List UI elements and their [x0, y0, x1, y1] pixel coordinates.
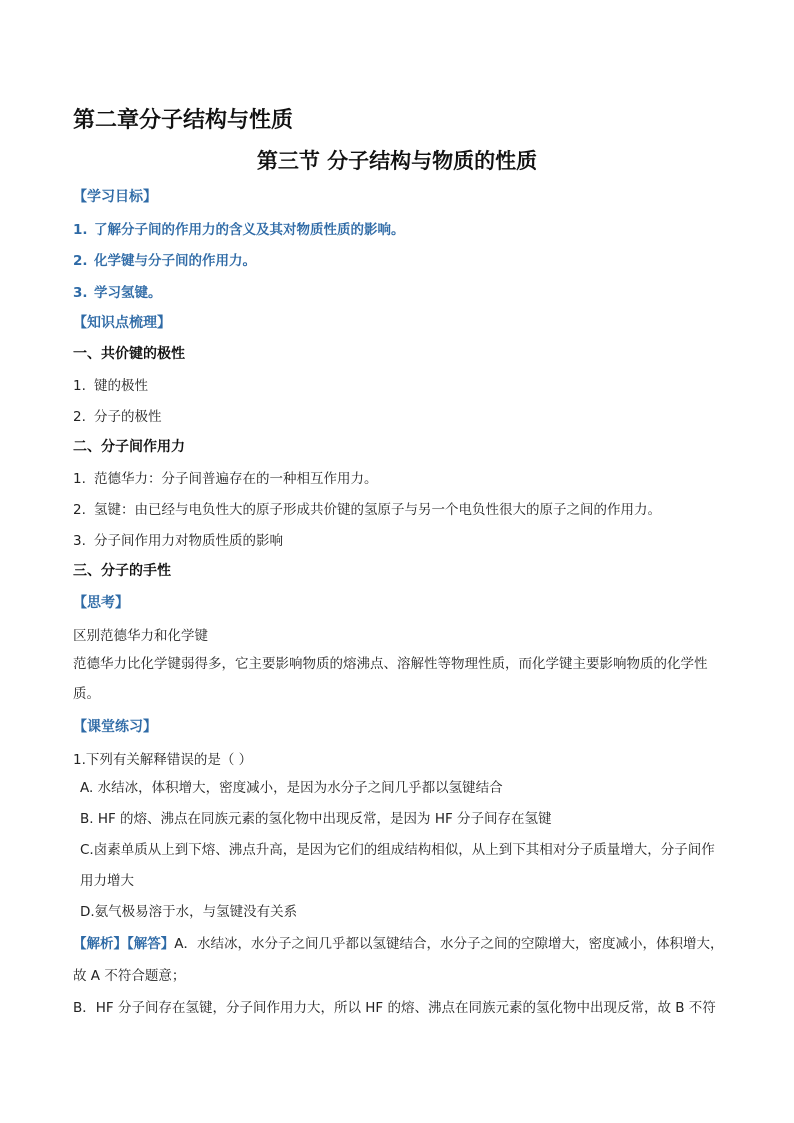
think-answer: 范德华力比化学键弱得多，它主要影响物质的熔沸点、溶解性等物理性质，而化学键主要影响物质的化学性质。	[73, 656, 708, 702]
option-c: C.卤素单质从上到下熔、沸点升高，是因为它们的组成结构相似，从上到下其相对分子质量增大，分子间作用力增大	[80, 842, 715, 889]
knowledge-label: 【知识点梳理】	[73, 315, 171, 331]
think-label: 【思考】	[73, 595, 129, 611]
goal-item	[73, 249, 256, 269]
practice-label: 【课堂练习】	[73, 719, 157, 735]
learning-goals-label: 【学习目标】	[73, 189, 157, 205]
list-item	[73, 374, 148, 394]
goal-text: 化学键与分子间的作用力。	[94, 253, 256, 269]
list-item	[73, 529, 283, 549]
item-text: 分子的极性	[94, 409, 162, 425]
list-item	[73, 405, 162, 425]
analysis-label: 【解析】【解答】	[73, 936, 175, 952]
goal-item	[73, 281, 162, 301]
item-text: 分子间作用力对物质性质的影响	[94, 533, 283, 549]
item-number: 3.	[73, 533, 86, 549]
item-number: 2.	[73, 409, 86, 425]
goal-item	[73, 218, 405, 238]
option-b: B. HF 的熔、沸点在同族元素的氢化物中出现反常，是因为 HF 分子间存在氢键	[80, 811, 552, 827]
list-item	[73, 467, 378, 487]
goal-text: 学习氢键。	[94, 285, 162, 301]
analysis-b: B．HF 分子间存在氢键，分子间作用力大，所以 HF 的熔、沸点在同族元素的氢化物中出现反常，故 B 不符	[73, 1000, 716, 1016]
section-title: 第三节 分子结构与物质的性质	[256, 148, 538, 173]
item-text: 范德华力：分子间普遍存在的一种相互作用力。	[94, 471, 378, 487]
analysis-a	[73, 928, 725, 992]
section-heading-chirality: 三、分子的手性	[73, 563, 171, 579]
option-a: A. 水结冰，体积增大，密度减小，是因为水分子之间几乎都以氢键结合	[80, 780, 503, 796]
think-question: 区别范德华力和化学键	[73, 628, 208, 644]
option-d: D.氨气极易溶于水，与氢键没有关系	[80, 904, 298, 920]
analysis-a-text: A．水结冰，水分子之间几乎都以氢键结合，水分子之间的空隙增大，密度减小，体积增大，故 A 不符合题意；	[73, 936, 724, 984]
item-text: 键的极性	[94, 378, 148, 394]
item-number: 1.	[73, 378, 86, 394]
item-number: 2.	[73, 502, 86, 518]
chapter-title: 第二章分子结构与性质	[73, 107, 294, 133]
question-text: 1.下列有关解释错误的是（ ）	[73, 752, 253, 768]
item-number: 1.	[73, 471, 86, 487]
section-heading-intermolecular: 二、分子间作用力	[73, 439, 185, 455]
list-item	[73, 498, 661, 518]
goal-number: 2.	[73, 253, 88, 269]
item-text: 氢键：由已经与电负性大的原子形成共价键的氢原子与另一个电负性很大的原子之间的作用力。	[94, 502, 661, 518]
goal-text: 了解分子间的作用力的含义及其对物质性质的影响。	[94, 222, 405, 238]
goal-number: 1.	[73, 222, 88, 238]
section-heading-polarity: 一、共价键的极性	[73, 346, 185, 362]
goal-number: 3.	[73, 285, 88, 301]
